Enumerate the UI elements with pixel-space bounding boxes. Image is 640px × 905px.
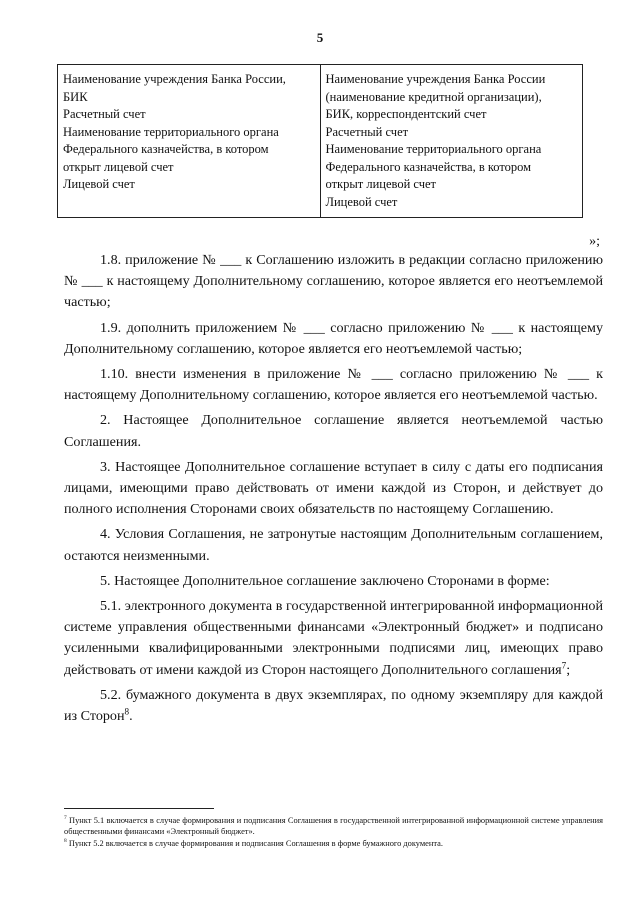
paragraph-tail: . [129, 708, 133, 725]
footnote-ref-8[interactable]: 8 [124, 706, 130, 717]
footnote-divider [64, 808, 214, 809]
footnote-text: Пункт 5.2 включается в случае формирования и подписания Соглашения в форме бумажного документа. [66, 839, 443, 848]
cell-line: открыт лицевой счет [325, 177, 436, 191]
paragraph-tail: ; [566, 661, 571, 678]
paragraph-text: 5. Настоящее Дополнительное соглашение заключено Сторонами в форме: [100, 572, 550, 589]
paragraph-text: 4. Условия Соглашения, не затронутые настоящим Дополнительным соглашением, остаются неизменными. [64, 526, 603, 564]
footnote-text: Пункт 5.1 включается в случае формирования и подписания Соглашения в государственной интегрированной информационной системе управления общественными финансами «Электронный бюджет». [64, 816, 603, 836]
table-cell-right [320, 65, 583, 218]
paragraph-1-9 [64, 318, 603, 360]
paragraph-5 [64, 571, 603, 592]
paragraph-2 [64, 410, 603, 452]
cell-line: Наименование учреждения Банка России, [63, 72, 286, 86]
paragraph-text: 5.2. бумажного документа в двух экземплярах, по одному экземпляру для каждой из Сторон [64, 686, 603, 725]
footnote-8 [64, 838, 603, 849]
cell-line: Расчетный счет [63, 107, 146, 121]
footnote-mark: 8 [64, 838, 67, 845]
table-row [58, 65, 583, 218]
cell-line: Лицевой счет [325, 194, 398, 209]
paragraph-5-2 [64, 685, 603, 727]
footnotes [64, 815, 603, 850]
paragraph-text: 1.10. внести изменения в приложение № ___ согласно приложению № ___ к настоящему Дополнительному соглашению, которое является его неотъемлемой частью. [64, 366, 603, 404]
cell-line: Федерального казначейства, в котором [63, 142, 269, 156]
page-number: 5 [316, 30, 324, 45]
agreement-body [64, 250, 603, 731]
table-cell-left [58, 65, 321, 218]
paragraph-1-10 [64, 364, 603, 406]
footnote-mark: 7 [64, 815, 67, 822]
paragraph-text: 1.9. дополнить приложением № ___ согласно приложению № ___ к настоящему Дополнительному соглашению, которое является его неотъемлемой частью; [64, 319, 603, 357]
paragraph-4 [64, 524, 603, 566]
closing-quote: »; [589, 234, 600, 249]
paragraph-text: 1.8. приложение № ___ к Соглашению изложить в редакции согласно приложению № ___ к настоящему Дополнительному соглашению, которое является его неотъемлемой частью; [64, 252, 603, 311]
cell-line: Федерального казначейства, в котором [325, 159, 532, 174]
paragraph-text: 5.1. электронного документа в государственной интегрированной информационной системе управления общественными финансами «Электронный бюджет» и подписано усиленными квалифицированными электронными подписями лиц, имеющих право действовать от имени каждой из Сторон настоящего Дополнительного соглашения [64, 598, 603, 678]
footnote-7 [64, 815, 603, 837]
paragraph-1-8 [64, 250, 603, 314]
cell-line: Наименование территориального органа [63, 124, 279, 139]
paragraph-5-1 [64, 596, 603, 681]
cell-line: Расчетный счет [325, 124, 409, 139]
cell-line: открыт лицевой счет [63, 159, 174, 174]
cell-line: БИК [63, 89, 88, 104]
footnote-ref-7[interactable]: 7 [561, 659, 567, 670]
cell-line: (наименование кредитной организации), [325, 89, 542, 104]
paragraph-text: 2. Настоящее Дополнительное соглашение является неотъемлемой частью Соглашения. [64, 412, 603, 450]
paragraph-text: 3. Настоящее Дополнительное соглашение вступает в силу с даты его подписания лицами, имеющими право действовать от имени каждой из Сторон, и действует до полного исполнения Сторонами своих обязательств по настоящему Соглашению. [64, 458, 603, 518]
bank-details-table [57, 64, 583, 218]
cell-line: Наименование учреждения Банка России [325, 72, 546, 86]
cell-line: Наименование территориального органа [325, 142, 542, 156]
cell-line: БИК, корреспондентский счет [325, 107, 487, 121]
cell-line: Лицевой счет [63, 177, 135, 191]
paragraph-3 [64, 457, 603, 521]
